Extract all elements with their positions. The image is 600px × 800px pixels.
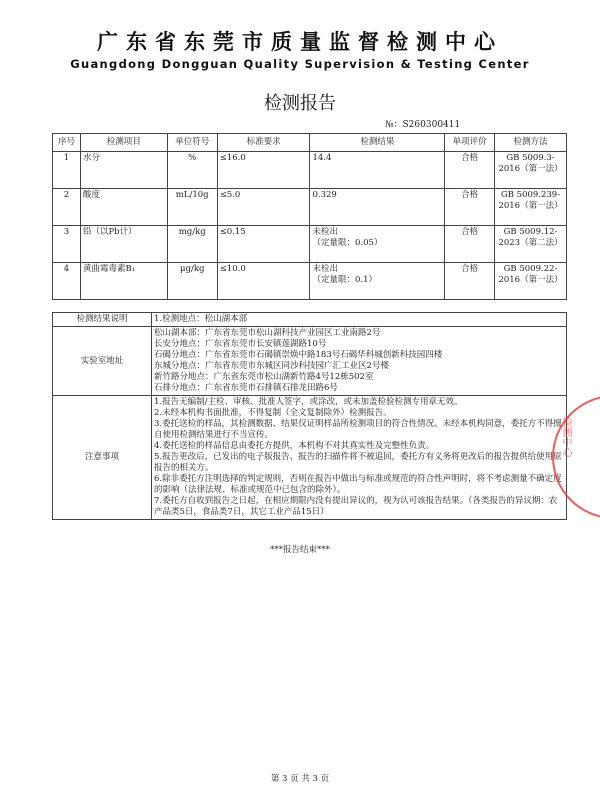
lab-address-list <box>152 327 567 396</box>
lab-address-row <box>53 327 567 396</box>
method-text: GB 5009.12-2023（第二法） <box>498 227 563 248</box>
org-name-en: Guangdong Dongguan Quality Supervision & Testing Center <box>70 57 530 71</box>
standard-text: ≤10.0 <box>219 264 246 274</box>
cell-no <box>53 263 81 300</box>
no-text: 4 <box>63 264 70 274</box>
result-note-label: 检测结果说明 <box>53 313 152 327</box>
cell-method <box>495 226 567 263</box>
lab-address-line: 东城分地点：广东省东莞市东城区同沙科技园广汇工业区2号楼 <box>154 361 389 371</box>
cell-method <box>495 263 567 300</box>
table-row <box>53 263 567 300</box>
lab-address-line: 长安分地点：广东省东莞市长安镇莲湖路10号 <box>154 339 327 349</box>
lab-address-line: 石碣分地点：广东省东莞市石碣镇崇焕中路183号石碣华科城创新科技园四楼 <box>154 350 443 360</box>
attention-item: 2.未经本机构书面批准，不得复制（全文复制除外）检测报告。 <box>154 408 392 418</box>
cell-no <box>53 226 81 263</box>
cell-no <box>53 152 81 189</box>
attention-item: 6.除非委托方注明选择的判定规则，否则在报告中做出与标准或规范的符合性声明时，将不考虑测量不确定度的影响（法律法规、标准或规范中已包含的除外）。 <box>154 474 562 495</box>
cell-standard <box>217 226 310 263</box>
unit-text: mL/10g <box>175 190 209 200</box>
cell-no <box>53 189 81 226</box>
cell-unit <box>167 152 217 189</box>
cell-eval <box>445 263 495 300</box>
table-header <box>53 134 567 152</box>
method-text: GB 5009.239-2016（第一法） <box>498 190 563 211</box>
attention-label: 注意事项 <box>53 396 152 520</box>
result-text: 0.329 <box>312 190 337 200</box>
cell-unit <box>167 189 217 226</box>
cell-result <box>310 189 445 226</box>
results-table <box>52 133 567 300</box>
detection-limit: （定量限：0.1） <box>312 275 378 285</box>
lab-address-line: 石排分地点：广东省东莞市石排镇石排龙田路6号 <box>154 383 338 393</box>
cell-method <box>495 189 567 226</box>
column-header: 序号 <box>53 134 81 152</box>
attention-item: 3.委托送检的样品，其检测数据、结果仅证明样品所检测项目的符合性情况。未经本机构同意，委托方不得擅自使用检测结果进行不当宣传。 <box>154 419 562 440</box>
result-text: 未检出 <box>312 264 338 274</box>
cell-item <box>80 263 167 300</box>
cell-method <box>495 152 567 189</box>
cell-standard <box>217 152 310 189</box>
cell-unit <box>167 226 217 263</box>
attention-list <box>152 396 567 520</box>
method-text: GB 5009.22-2016（第一法） <box>498 264 563 285</box>
result-note-row <box>53 313 567 327</box>
table-row <box>53 189 567 226</box>
table-row <box>53 226 567 263</box>
attention-item: 4.委托送检的样品信息由委托方提供，本机构不对其真实性及完整性负责。 <box>154 441 435 451</box>
column-header: 检测项目 <box>80 134 167 152</box>
detection-limit: （定量限：0.05） <box>312 238 383 248</box>
eval-text: 合格 <box>461 227 479 237</box>
method-text: GB 5009.3-2016（第一法） <box>498 153 563 174</box>
attention-item: 1.报告无编制/主检、审核、批准人签字，或涂改，或未加盖检验检测专用章无效。 <box>154 397 463 407</box>
result-note-text: 1.检测地点：松山湖本部 <box>152 313 567 327</box>
seal-text: 检测中心 <box>560 417 571 457</box>
eval-text: 合格 <box>461 153 479 163</box>
org-name-cn: 广东省东莞市质量监督检测中心 <box>97 30 503 54</box>
no-text: 2 <box>63 190 70 200</box>
unit-text: μg/kg <box>180 264 205 274</box>
no-text: 1 <box>63 153 70 163</box>
cell-item <box>80 152 167 189</box>
cell-item <box>80 226 167 263</box>
cell-result <box>310 152 445 189</box>
result-text: 未检出 <box>312 227 338 237</box>
standard-text: ≤5.0 <box>219 190 241 200</box>
column-header: 单项评价 <box>445 134 495 152</box>
attention-row <box>53 396 567 520</box>
cell-eval <box>445 226 495 263</box>
report-number: №：S260300411 <box>385 120 461 130</box>
cell-standard <box>217 189 310 226</box>
standard-text: ≤0.15 <box>219 227 246 237</box>
attention-item: 5.报告更改后，已发出的电子版报告、报告的扫描件将不被追回，委托方有义务将更改后的报告提供给使用原报告的相关方。 <box>154 452 562 473</box>
report-end: ***报告结束*** <box>270 545 330 555</box>
report-title: 检测报告 <box>264 93 336 114</box>
lab-address-line: 松山湖本部：广东省东莞市松山湖科技产业园区工业南路2号 <box>154 328 381 338</box>
cell-result <box>310 226 445 263</box>
column-header: 单位符号 <box>167 134 217 152</box>
unit-text: mg/kg <box>178 227 206 237</box>
lab-address-label: 实验室地址 <box>53 327 152 396</box>
column-header: 标准要求 <box>217 134 310 152</box>
cell-item <box>80 189 167 226</box>
column-header: 检测方法 <box>495 134 567 152</box>
unit-text: % <box>188 153 197 163</box>
attention-item: 7.委托方自收到报告之日起，在相应期限内没有提出异议的，视为认可该报告结果。（各类报告的异议期：农产品类5日，食品类7日，其它工业产品15日） <box>154 496 558 517</box>
item-text: 酸度 <box>82 190 100 200</box>
result-text: 14.4 <box>312 153 332 163</box>
eval-text: 合格 <box>461 264 479 274</box>
no-text: 3 <box>63 227 70 237</box>
lab-address-line: 新竹路分地点：广东省东莞市松山湖新竹路4号12栋502室 <box>154 372 374 382</box>
page-number: 第 3 页 共 3 页 <box>270 774 330 784</box>
cell-eval <box>445 189 495 226</box>
item-text: 铅（以Pb计） <box>82 227 137 237</box>
column-header: 检测结果 <box>310 134 445 152</box>
notes-table <box>52 312 567 520</box>
eval-text: 合格 <box>461 190 479 200</box>
table-row <box>53 152 567 189</box>
standard-text: ≤16.0 <box>219 153 246 163</box>
item-text: 黄曲霉毒素B₁ <box>82 264 136 274</box>
cell-unit <box>167 263 217 300</box>
cell-eval <box>445 152 495 189</box>
item-text: 水分 <box>82 153 100 163</box>
cell-standard <box>217 263 310 300</box>
cell-result <box>310 263 445 300</box>
